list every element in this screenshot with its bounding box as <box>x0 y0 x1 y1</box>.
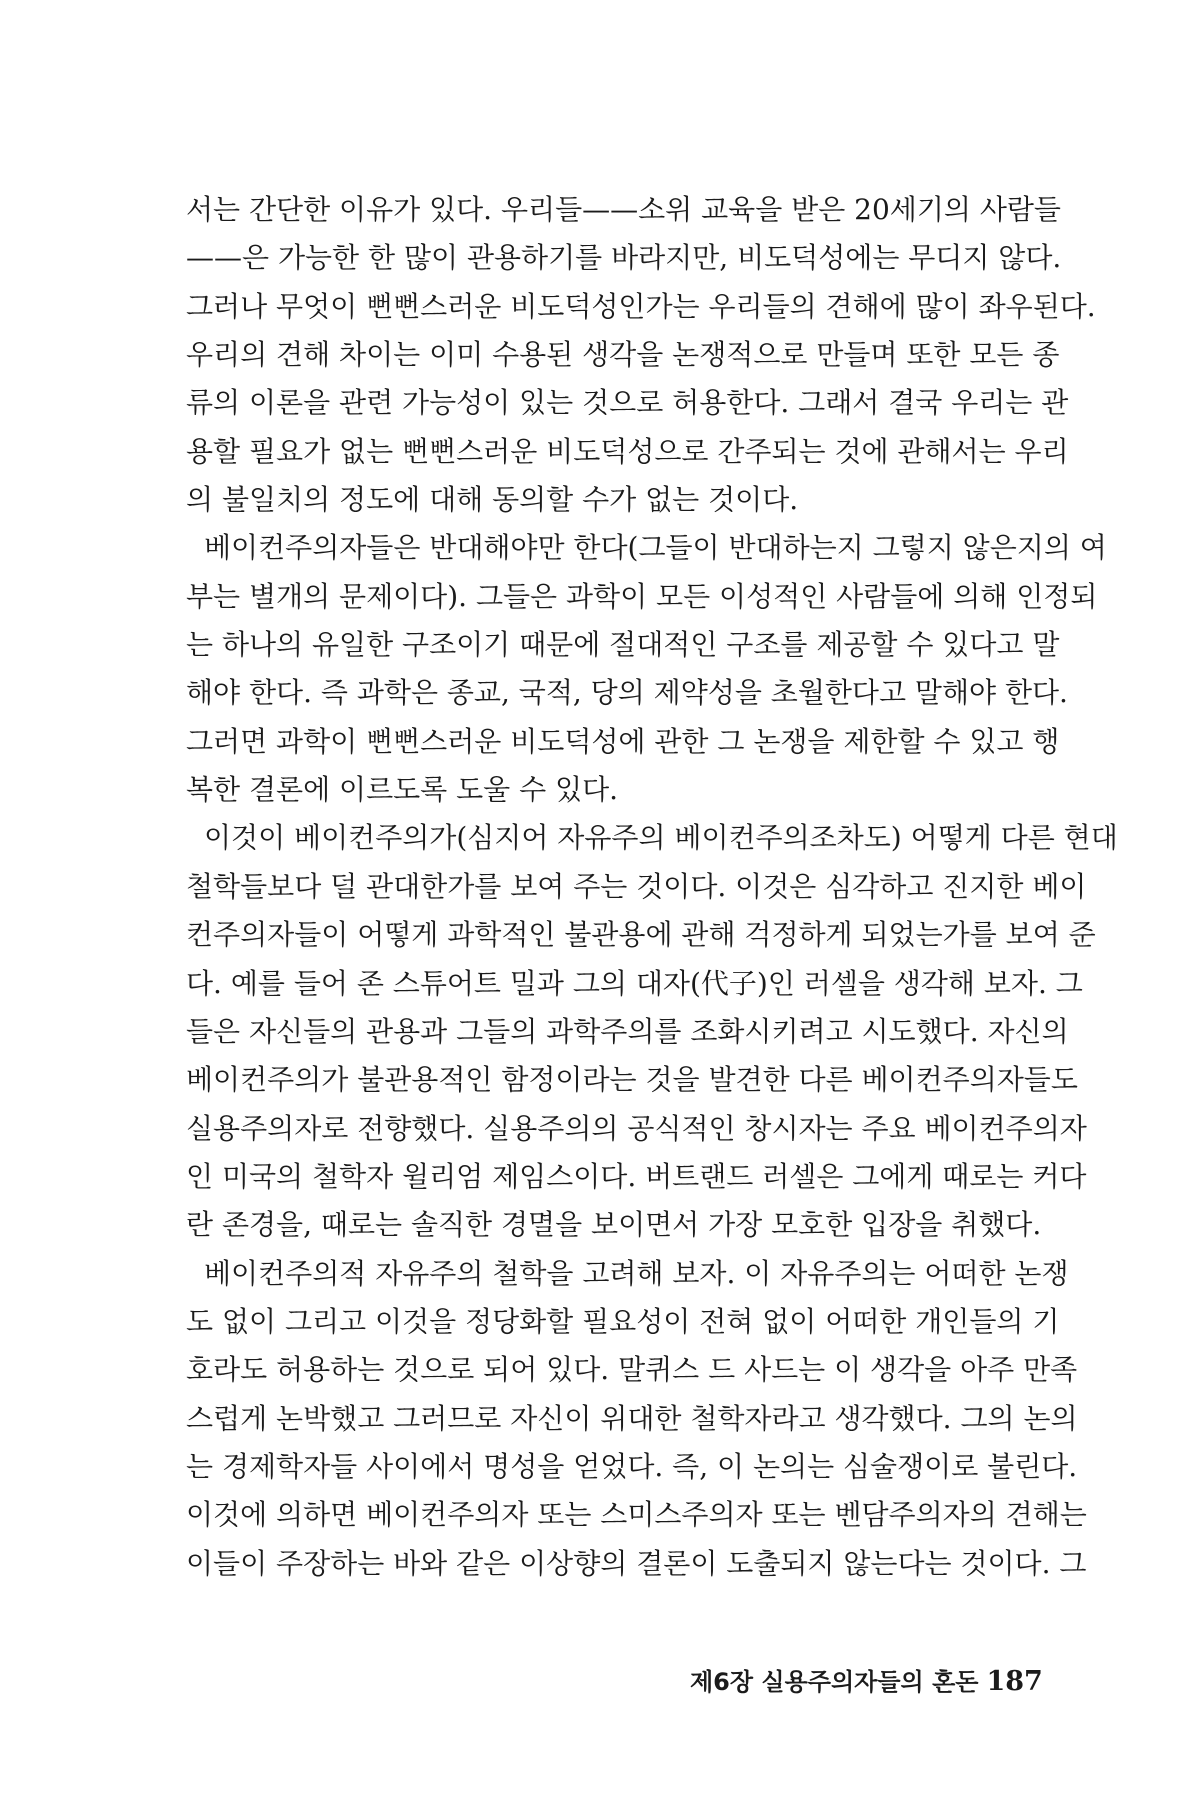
text-line: 인 미국의 철학자 윌리엄 제임스이다. 버트랜드 러셀은 그에게 때로는 커다 <box>186 1159 1087 1193</box>
text-line: 들은 자신들의 관용과 그들의 과학주의를 조화시키려고 시도했다. 자신의 <box>186 1014 1069 1048</box>
text-line: 이들이 주장하는 바와 같은 이상향의 결론이 도출되지 않는다는 것이다. 그 <box>186 1546 1087 1580</box>
text-line: 류의 이론을 관련 가능성이 있는 것으로 허용한다. 그래서 결국 우리는 관 <box>186 386 1069 420</box>
text-line: 는 하나의 유일한 구조이기 때문에 절대적인 구조를 제공할 수 있다고 말 <box>186 628 1060 662</box>
text-line: 그러나 무엇이 뻔뻔스러운 비도덕성인가는 우리들의 견해에 많이 좌우된다. <box>186 289 1096 323</box>
body-text <box>186 186 1118 1588</box>
text-line: 베이컨주의자들은 반대해야만 한다(그들이 반대하는지 그렇지 않은지의 여 <box>204 531 1107 565</box>
page-number: 187 <box>986 1666 1043 1697</box>
text-line: 호라도 허용하는 것으로 되어 있다. 말퀴스 드 사드는 이 생각을 아주 만족 <box>186 1353 1078 1387</box>
text-line: 실용주의자로 전향했다. 실용주의의 공식적인 창시자는 주요 베이컨주의자 <box>186 1111 1087 1145</box>
text-line: 스럽게 논박했고 그러므로 자신이 위대한 철학자라고 생각했다. 그의 논의 <box>186 1401 1078 1435</box>
text-line: 베이컨주의적 자유주의 철학을 고려해 보자. 이 자유주의는 어떠한 논쟁 <box>204 1256 1069 1290</box>
text-line: 이것이 베이컨주의가(심지어 자유주의 베이컨주의조차도) 어떻게 다른 현대 <box>204 821 1118 855</box>
text-line: 베이컨주의가 불관용적인 함정이라는 것을 발견한 다른 베이컨주의자들도 <box>186 1063 1078 1097</box>
text-line: 이것에 의하면 베이컨주의자 또는 스미스주의자 또는 벤담주의자의 견해는 <box>186 1498 1087 1532</box>
text-line: 복한 결론에 이르도록 도울 수 있다. <box>186 773 619 807</box>
page-footer <box>690 1662 1050 1697</box>
text-line: 란 존경을, 때로는 솔직한 경멸을 보이면서 가장 모호한 입장을 취했다. <box>186 1208 1042 1242</box>
text-line: 그러면 과학이 뻔뻔스러운 비도덕성에 관한 그 논쟁을 제한할 수 있고 행 <box>186 724 1060 758</box>
text-line: 도 없이 그리고 이것을 정당화할 필요성이 전혀 없이 어떠한 개인들의 기 <box>186 1304 1060 1338</box>
text-line: 해야 한다. 즉 과학은 종교, 국적, 당의 제약성을 초월한다고 말해야 한다. <box>186 676 1068 710</box>
text-line: 부는 별개의 문제이다). 그들은 과학이 모든 이성적인 사람들에 의해 인정되 <box>186 579 1098 613</box>
text-line: 서는 간단한 이유가 있다. 우리들——소위 교육을 받은 20세기의 사람들 <box>186 193 1061 226</box>
running-head: 제6장 실용주의자들의 혼돈 <box>690 1668 979 1696</box>
text-line: ——은 가능한 한 많이 관용하기를 바라지만, 비도덕성에는 무디지 않다. <box>186 241 1062 275</box>
text-line: 는 경제학자들 사이에서 명성을 얻었다. 즉, 이 논의는 심술쟁이로 불린다. <box>186 1449 1078 1483</box>
text-line: 컨주의자들이 어떻게 과학적인 불관용에 관해 걱정하게 되었는가를 보여 준 <box>186 918 1096 952</box>
text-line: 우리의 견해 차이는 이미 수용된 생각을 논쟁적으로 만들며 또한 모든 종 <box>186 338 1060 372</box>
text-line: 철학들보다 덜 관대한가를 보여 주는 것이다. 이것은 심각하고 진지한 베이 <box>186 869 1087 903</box>
text-line: 다. 예를 들어 존 스튜어트 밀과 그의 대자(代子)인 러셀을 생각해 보자. 그 <box>186 966 1083 1000</box>
text-line: 용할 필요가 없는 뻔뻔스러운 비도덕성으로 간주되는 것에 관해서는 우리 <box>186 434 1069 468</box>
text-line: 의 불일치의 정도에 대해 동의할 수가 없는 것이다. <box>186 483 799 517</box>
